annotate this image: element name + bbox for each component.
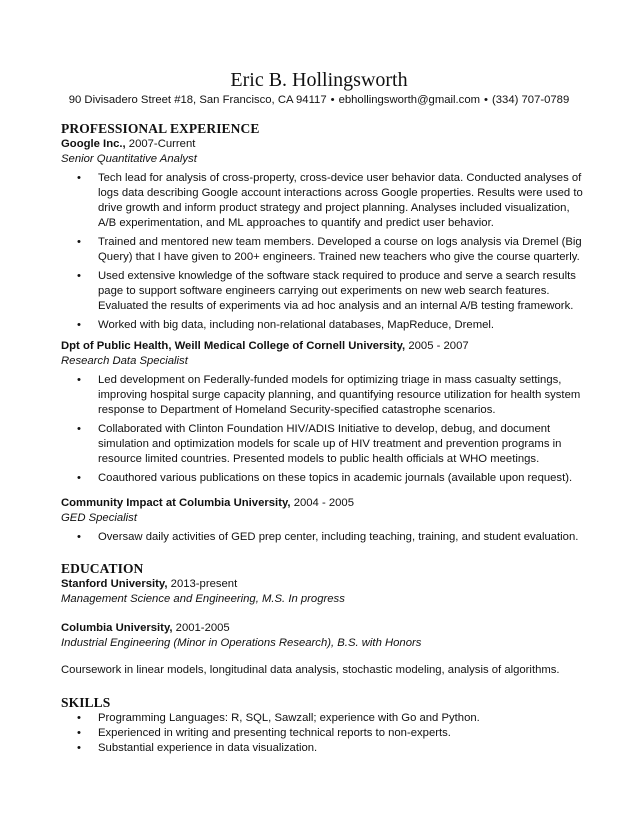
bullet-glyph: • [77, 712, 81, 724]
job-role: Research Data Specialist [61, 355, 188, 367]
skill-item [61, 726, 583, 741]
job-bullet [61, 269, 583, 314]
job-role: GED Specialist [61, 512, 137, 524]
bullet-text: Tech lead for analysis of cross-property, cross-device user behavior data. Conducted analyses of logs data describing Google account interactions across Google properties. Results were used to drive growth and inform product strategy and project planning. Analyses included visualization, A/B experimentation, and ML approaches to quantify and predict user behavior. [98, 172, 583, 229]
job-bullet [61, 422, 583, 467]
school-org-line [61, 621, 583, 636]
bullet-glyph: • [77, 423, 81, 435]
job-org: Dpt of Public Health, Weill Medical College of Cornell University, [61, 340, 406, 352]
email: ebhollingsworth@gmail.com [338, 94, 481, 106]
contact-separator: • [484, 94, 488, 106]
bullet-glyph: • [77, 742, 81, 754]
job-entry [61, 137, 583, 333]
skill-item [61, 741, 583, 756]
coursework-text: Coursework in linear models, longitudinal data analysis, stochastic modeling, analysis of algorithms. [61, 664, 560, 676]
bullet-glyph: • [77, 374, 81, 386]
school-dates: 2001-2005 [175, 622, 230, 634]
bullet-text: Used extensive knowledge of the software stack required to produce and serve a search results page to support software engineers carrying out experiments on new web search features. Evaluated the results of experiments via ad hoc analysis and an internal A/B testing framework. [98, 270, 576, 312]
contact-separator: • [330, 94, 335, 106]
bullet-text: Oversaw daily activities of GED prep center, including teaching, training, and student evaluation. [98, 531, 579, 543]
job-org: Google Inc., [61, 138, 126, 150]
bullet-glyph: • [77, 319, 81, 331]
bullet-glyph: • [77, 472, 81, 484]
job-bullets [61, 373, 583, 486]
school-entry [61, 621, 583, 651]
bullet-text: Trained and mentored new team members. Developed a course on logs analysis via Dremel (Big Query) that I have given to 200+ engineers. Trained new teachers who give the course quarterly. [98, 236, 582, 263]
bullet-glyph: • [77, 531, 81, 543]
job-bullet [61, 530, 583, 545]
bullet-text: Collaborated with Clinton Foundation HIV/ADIS Initiative to develop, debug, and document simulation and optimization models for scale up of HIV treatment and prevention programs in resource limited countries. Presented models to public health officials at WHO meetings. [98, 423, 562, 465]
school-org-line [61, 577, 583, 592]
skill-text: Experienced in writing and presenting technical reports to non-experts. [98, 727, 451, 739]
job-bullet [61, 471, 583, 486]
school-degree: Management Science and Engineering, M.S. In progress [61, 593, 345, 605]
bullet-text: Worked with big data, including non-relational databases, MapReduce, Dremel. [98, 319, 495, 331]
resume-name: Eric B. Hollingsworth [230, 69, 408, 91]
bullet-text: Led development on Federally-funded models for optimizing triage in mass casualty settings, improving hospital surge capacity planning, and quantifying resource utilization for health system response to Department of Homeland Security-specified catastrophe scenarios. [98, 374, 581, 416]
bullet-glyph: • [77, 172, 81, 184]
school-degree: Industrial Engineering (Minor in Operations Research), B.S. with Honors [61, 637, 422, 649]
job-dates: 2005 - 2007 [408, 340, 469, 352]
address: 90 Divisadero Street #18, San Francisco, CA 94117 [68, 94, 327, 106]
job-dates: 2007-Current [128, 138, 196, 150]
education-heading: EDUCATION [61, 561, 144, 576]
job-entry [61, 339, 583, 490]
bullet-text: Coauthored various publications on these topics in academic journals (available upon request). [98, 472, 573, 484]
bullet-glyph: • [77, 236, 81, 248]
job-bullet [61, 235, 583, 265]
job-role: Senior Quantitative Analyst [61, 153, 197, 165]
skill-item [61, 711, 583, 726]
experience-section [61, 121, 583, 337]
job-bullet [61, 171, 583, 231]
coursework [61, 663, 583, 678]
bullet-glyph: • [77, 727, 81, 739]
job-org: Community Impact at Columbia University, [61, 497, 291, 509]
school-org: Columbia University, [61, 622, 173, 634]
bullet-glyph: • [77, 270, 81, 282]
job-bullets [61, 530, 583, 545]
job-bullet [61, 373, 583, 418]
job-entry [61, 496, 583, 549]
skill-text: Programming Languages: R, SQL, Sawzall; experience with Go and Python. [98, 712, 480, 724]
skills-heading: SKILLS [61, 695, 111, 710]
job-org-line [61, 496, 583, 511]
school-dates: 2013-present [170, 578, 238, 590]
contact-line [0, 93, 638, 108]
job-dates: 2004 - 2005 [293, 497, 354, 509]
job-org-line [61, 137, 583, 152]
job-bullet [61, 318, 583, 333]
experience-heading: PROFESSIONAL EXPERIENCE [61, 121, 260, 136]
skills-list [61, 711, 583, 756]
job-org-line [61, 339, 583, 354]
phone: (334) 707-0789 [492, 94, 570, 106]
skills-section [61, 695, 583, 756]
skill-text: Substantial experience in data visualization. [98, 742, 318, 754]
job-bullets [61, 171, 583, 333]
education-section [61, 561, 583, 607]
school-org: Stanford University, [61, 578, 168, 590]
